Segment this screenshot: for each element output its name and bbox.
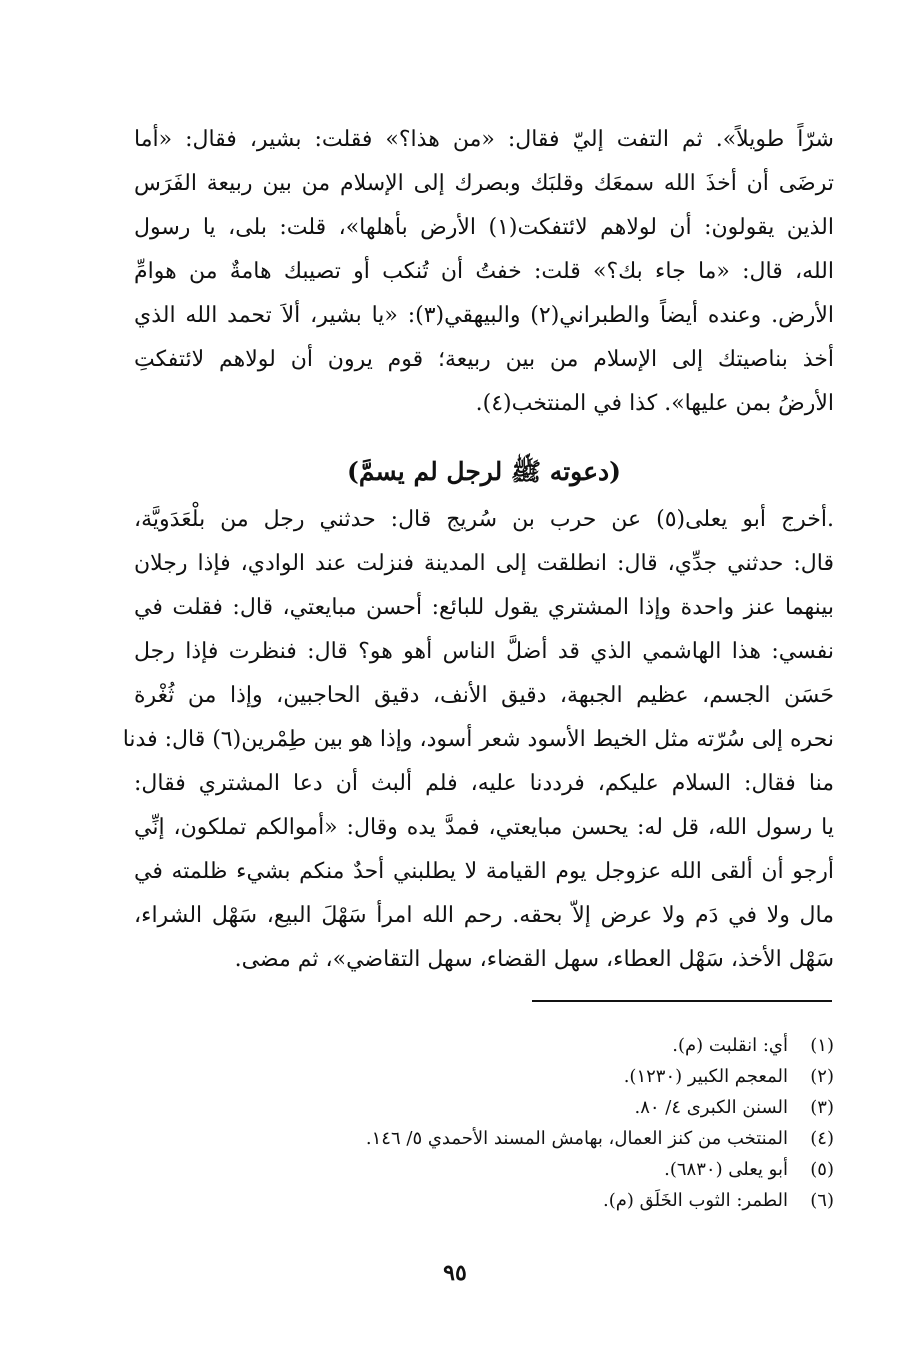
- paragraph-1-line: شرّاً طويلاً». ثم التفت إليّ فقال: «من هذا؟» فقلت: بشير، فقال: «أما: [134, 127, 834, 152]
- paragraph-2-line: نفسي: هذا الهاشمي الذي قد أضلَّ الناس أهو هو؟ قال: فنظرت فإذا رجل: [134, 639, 834, 664]
- footnote-number: (٣): [810, 1097, 834, 1118]
- section-heading: (دعوته ﷺ لرجل لم يسمَّ): [347, 457, 621, 486]
- footnote-number: (٤): [810, 1128, 834, 1149]
- paragraph-1-line: الله، قال: «ما جاء بك؟» قلت: خفتُ أن تُنكب أو تصيبك هامةٌ من هوامِّ: [134, 259, 834, 284]
- paragraph-1-line: الأرض. وعنده أيضاً والطبراني(٢) والبيهقي(٣): «يا بشير، ألاَ تحمد الله الذي: [134, 303, 835, 328]
- paragraph-1-line: الذين يقولون: أن لولاهم لائتفكت(١) الأرض بأهلها»، قلت: بلى، يا رسول: [134, 215, 834, 240]
- paragraph-2-line: سَهْل الأخذ، سَهْل العطاء، سهل القضاء، سهل التقاضي»، ثم مضى.: [234, 947, 834, 972]
- paragraph-2-line: حَسَن الجسم، عظيم الجبهة، دقيق الأنف، دقيق الحاجبين، وإذا من ثُغْرة: [134, 683, 834, 708]
- paragraph-2-line: قال: حدثني جدِّي، قال: انطلقت إلى المدينة فنزلت عند الوادي، فإذا رجلان: [134, 551, 834, 576]
- footnote-text: أي: انقلبت (م).: [672, 1035, 788, 1056]
- footnote-item: [134, 1030, 834, 1061]
- footnote-number: (١): [810, 1035, 834, 1056]
- paragraph-2-line: بينهما عنز واحدة وإذا المشتري يقول للبائع: أحسن مبايعتي، قال: فقلت في: [134, 595, 834, 620]
- footnote-number: (٢): [810, 1066, 834, 1087]
- footnote-item: [134, 1154, 834, 1185]
- page-number: ٩٥: [443, 1260, 467, 1286]
- paragraph-1-line: أخذ بناصيتك إلى الإسلام من بين ربيعة؛ قوم يرون أن لولاهم لائتفكتِ: [134, 347, 834, 372]
- footnotes: [134, 1030, 834, 1216]
- paragraph-2-line: نحره إلى سُرّته مثل الخيط الأسود شعر أسود، وإذا هو بين طِمْرين(٦) قال: فدنا: [122, 727, 834, 752]
- paragraph-1-line: ترضَى أن أخذَ الله سمعَك وقلبَك وبصرك إلى الإسلام من بين ربيعة الفَرَس: [134, 171, 834, 196]
- footnote-divider: [532, 1000, 832, 1002]
- footnote-number: (٦): [810, 1190, 834, 1211]
- footnote-item: [134, 1123, 834, 1154]
- footnote-item: [134, 1061, 834, 1092]
- footnote-item: [134, 1092, 834, 1123]
- footnote-text: السنن الكبرى ٤/ ٨٠.: [634, 1097, 788, 1118]
- footnote-number: (٥): [810, 1159, 834, 1180]
- footnote-text: الطمر: الثوب الخَلَق (م).: [603, 1190, 788, 1211]
- paragraph-2: [122, 498, 834, 982]
- paragraph-1-line: الأرضُ بمن عليها». كذا في المنتخب(٤).: [475, 391, 834, 416]
- footnote-item: [134, 1185, 834, 1216]
- paragraph-2-line: يا رسول الله، قل له: يحسن مبايعتي، فمدَّ يده وقال: «أموالكم تملكون، إنِّي: [134, 815, 834, 840]
- footnote-text: المعجم الكبير (١٢٣٠).: [623, 1066, 788, 1087]
- paragraph-2-line: مال ولا في دَم ولا عرض إلاّ بحقه. رحم الله امرأ سَهْلَ البيع، سَهْل الشراء،: [134, 903, 834, 928]
- footnote-text: أبو يعلى (٦٨٣٠).: [664, 1159, 788, 1180]
- paragraph-2-line: .أخرج أبو يعلى(٥) عن حرب بن سُريج قال: حدثني رجل من بلْعَدَويَّة،: [134, 507, 834, 532]
- paragraph-2-line: منا فقال: السلام عليكم، فرددنا عليه، فلم ألبث أن دعا المشتري فقال:: [134, 771, 834, 796]
- paragraph-1: [134, 118, 834, 426]
- footnote-text: المنتخب من كنز العمال، بهامش المسند الأحمدي ٥/ ١٤٦.: [365, 1128, 788, 1149]
- paragraph-2-line: أرجو أن ألقى الله عزوجل يوم القيامة لا يطلبني أحدٌ منكم بشيء ظلمته في: [134, 859, 834, 884]
